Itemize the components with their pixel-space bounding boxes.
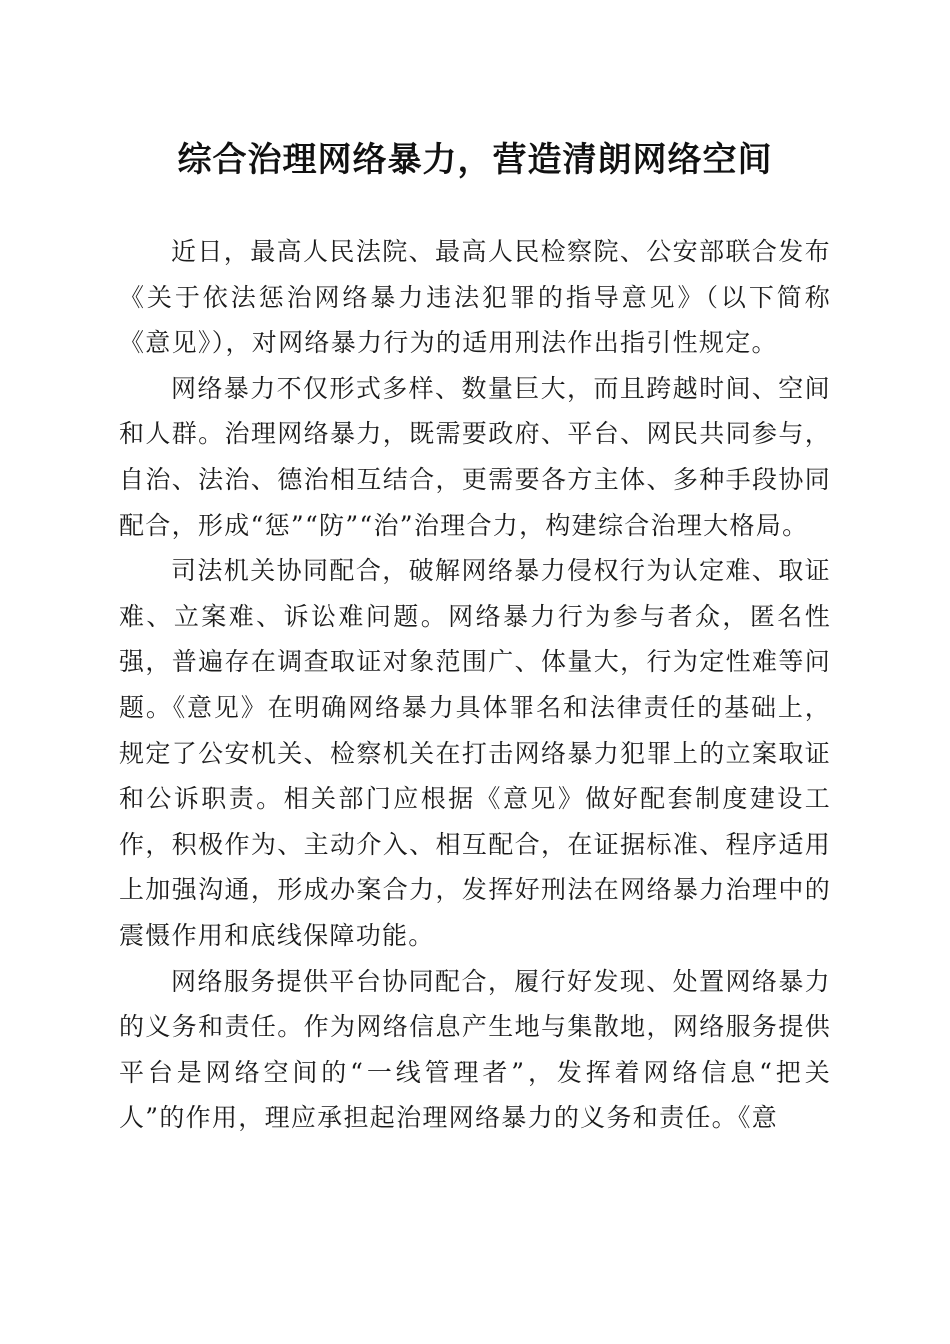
paragraph-4: 网络服务提供平台协同配合，履行好发现、处置网络暴力的义务和责任。作为网络信息产生地与集散地，网络服务提供平台是网络空间的“一线管理者”，发挥着网络信息“把关人”的作用，理应承担起治理网络暴力的义务和责任。《意 bbox=[119, 966, 831, 1133]
document-body bbox=[119, 229, 831, 1141]
paragraph-2: 网络暴力不仅形式多样、数量巨大，而且跨越时间、空间和人群。治理网络暴力，既需要政府、平台、网民共同参与，自治、法治、德治相互结合，更需要各方主体、多种手段协同配合，形成“惩”“防”“治”治理合力，构建综合治理大格局。 bbox=[119, 373, 831, 540]
paragraph-3: 司法机关协同配合，破解网络暴力侵权行为认定难、取证难、立案难、诉讼难问题。网络暴力行为参与者众，匿名性强，普遍存在调查取证对象范围广、体量大，行为定性难等问题。《意见》在明确网络暴力具体罪名和法律责任的基础上，规定了公安机关、检察机关在打击网络暴力犯罪上的立案取证和公诉职责。相关部门应根据《意见》做好配套制度建设工作，积极作为、主动介入、相互配合，在证据标准、程序适用上加强沟通，形成办案合力，发挥好刑法在网络暴力治理中的震慑作用和底线保障功能。 bbox=[119, 556, 831, 950]
paragraph-1: 近日，最高人民法院、最高人民检察院、公安部联合发布《关于依法惩治网络暴力违法犯罪的指导意见》（以下简称《意见》），对网络暴力行为的适用刑法作出指引性规定。 bbox=[119, 237, 831, 358]
document-title: 综合治理网络暴力，营造清朗网络空间 bbox=[177, 140, 773, 180]
